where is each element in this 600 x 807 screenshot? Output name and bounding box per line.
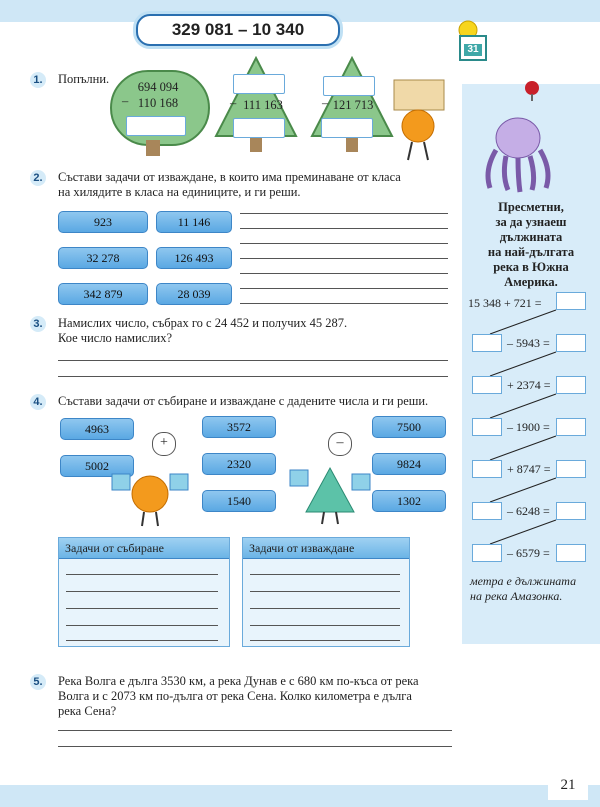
answer-line[interactable] bbox=[240, 258, 448, 259]
page-number: 21 bbox=[548, 770, 588, 800]
task-4-number-pill: 4963 bbox=[60, 418, 134, 440]
page-title: 329 081 – 10 340 bbox=[136, 14, 340, 46]
answer-line[interactable] bbox=[240, 303, 448, 304]
task-4-number-pill: 1302 bbox=[372, 490, 446, 512]
task-1-minuend: 694 094 bbox=[137, 80, 179, 94]
task-3-number: 3. bbox=[30, 316, 46, 332]
lesson-number: 31 bbox=[467, 44, 479, 55]
task-1-answer-4[interactable] bbox=[323, 76, 375, 96]
sidebar-title-line: на най-дългата bbox=[487, 245, 575, 259]
task-1-minus: – bbox=[122, 94, 129, 108]
chain-input-box[interactable] bbox=[472, 544, 502, 562]
sidebar-title-line: Пресметни, bbox=[498, 200, 564, 214]
answer-line[interactable] bbox=[240, 273, 448, 274]
answer-line[interactable] bbox=[66, 640, 218, 641]
chain-answer-box[interactable] bbox=[556, 502, 586, 520]
task-4-number: 4. bbox=[30, 394, 46, 410]
chain-input-box[interactable] bbox=[472, 376, 502, 394]
octopus-character bbox=[476, 110, 560, 194]
chain-step: – 6579 = bbox=[507, 546, 550, 560]
task-1-minus-3: – bbox=[322, 96, 329, 110]
chain-input-box[interactable] bbox=[472, 460, 502, 478]
sidebar-title-line: Америка. bbox=[504, 275, 558, 289]
answer-line[interactable] bbox=[58, 746, 452, 747]
task-1-subtrahend-3: 121 713 bbox=[332, 98, 374, 112]
answer-line[interactable] bbox=[66, 625, 218, 626]
answer-line[interactable] bbox=[58, 360, 448, 361]
bottom-border bbox=[0, 785, 600, 807]
task-1-answer-5[interactable] bbox=[321, 118, 373, 138]
task-1-prompt: Попълни. bbox=[58, 72, 110, 86]
answer-line[interactable] bbox=[250, 608, 400, 609]
answer-line[interactable] bbox=[240, 243, 448, 244]
chain-step: + 8747 = bbox=[507, 462, 551, 476]
answer-line[interactable] bbox=[240, 228, 448, 229]
task-2-number-pill: 923 bbox=[58, 211, 148, 233]
minus-sign: – bbox=[328, 432, 352, 456]
task-2-number-pill: 11 146 bbox=[156, 211, 232, 233]
sidebar-title-line: за да узнаеш bbox=[495, 215, 567, 229]
answer-caption-line-2: на река Амазонка. bbox=[470, 589, 563, 603]
task-2-number: 2. bbox=[30, 170, 46, 186]
task-2-number-pill: 32 278 bbox=[58, 247, 148, 269]
calendar-icon bbox=[456, 20, 490, 62]
sidebar-title bbox=[470, 200, 592, 290]
subtraction-table bbox=[242, 537, 410, 647]
answer-line[interactable] bbox=[66, 591, 218, 592]
answer-line[interactable] bbox=[240, 288, 448, 289]
task-4-number-pill: 3572 bbox=[202, 416, 276, 438]
addition-table bbox=[58, 537, 230, 647]
chain-answer-box[interactable] bbox=[556, 418, 586, 436]
answer-line[interactable] bbox=[58, 730, 452, 731]
task-4-number-pill: 2320 bbox=[202, 453, 276, 475]
task-5-prompt-line-2: Волга и с 2073 км по-дълга от река Сена. Колко километра е дълга bbox=[58, 689, 412, 703]
tree-1-trunk bbox=[146, 140, 160, 156]
task-1-subtrahend-2: 111 163 bbox=[243, 98, 283, 112]
task-4-number-pill: 5002 bbox=[60, 455, 134, 477]
orange-character-with-sign bbox=[390, 76, 450, 166]
task-4-number-pill: 1540 bbox=[202, 490, 276, 512]
triangle-minus-character bbox=[286, 462, 376, 526]
answer-line[interactable] bbox=[250, 574, 400, 575]
task-4-number-pill: 7500 bbox=[372, 416, 446, 438]
chain-input-box[interactable] bbox=[472, 418, 502, 436]
answer-line[interactable] bbox=[250, 640, 400, 641]
task-3-prompt-line-1: Намислих число, събрах го с 24 452 и получих 45 287. bbox=[58, 316, 348, 330]
chain-answer-box[interactable] bbox=[556, 334, 586, 352]
orange-plus-character bbox=[108, 468, 192, 528]
addition-table-header: Задачи от събиране bbox=[59, 538, 229, 559]
task-2-prompt-line-2: на хилядите в класа на единиците, и ги реши. bbox=[58, 185, 301, 199]
chain-answer-box[interactable] bbox=[556, 376, 586, 394]
answer-line[interactable] bbox=[66, 608, 218, 609]
chain-step: – 5943 = bbox=[507, 336, 550, 350]
answer-line[interactable] bbox=[240, 213, 448, 214]
task-3-prompt-line-2: Кое число намислих? bbox=[58, 331, 173, 345]
answer-line[interactable] bbox=[250, 625, 400, 626]
task-1-answer-3[interactable] bbox=[233, 118, 285, 138]
plus-sign: + bbox=[152, 432, 176, 456]
task-1-answer-1[interactable] bbox=[126, 116, 186, 136]
answer-line[interactable] bbox=[250, 591, 400, 592]
task-2-number-pill: 342 879 bbox=[58, 283, 148, 305]
sidebar-title-line: река в Южна bbox=[493, 260, 569, 274]
chain-step: – 6248 = bbox=[507, 504, 550, 518]
task-5-prompt-line-3: река Сена? bbox=[58, 704, 117, 718]
sidebar-title-line: дължината bbox=[499, 230, 563, 244]
task-5-prompt-line-1: Река Волга е дълга 3530 км, а река Дунав е с 680 км по-къса от река bbox=[58, 674, 419, 688]
task-2-number-pill: 28 039 bbox=[156, 283, 232, 305]
subtraction-table-header: Задачи от изваждане bbox=[243, 538, 409, 559]
task-2-prompt-line-1: Състави задачи от изваждане, в които има преминаване от класа bbox=[58, 170, 401, 184]
task-4-prompt: Състави задачи от събиране и изваждане с дадените числа и ги реши. bbox=[58, 394, 429, 408]
answer-line[interactable] bbox=[58, 376, 448, 377]
task-2-number-pill: 126 493 bbox=[156, 247, 232, 269]
task-1-answer-2[interactable] bbox=[233, 74, 285, 94]
task-5-number: 5. bbox=[30, 674, 46, 690]
chain-answer-box[interactable] bbox=[556, 460, 586, 478]
chain-input-box[interactable] bbox=[472, 334, 502, 352]
chain-step: – 1900 = bbox=[507, 420, 550, 434]
chain-input-box[interactable] bbox=[472, 502, 502, 520]
chain-step: + 2374 = bbox=[507, 378, 551, 392]
task-4-number-pill: 9824 bbox=[372, 453, 446, 475]
chain-start: 15 348 + 721 = bbox=[468, 296, 542, 310]
answer-caption-line-1: метра е дължината bbox=[470, 574, 577, 588]
task-1-minus-2: – bbox=[230, 96, 237, 110]
task-1-number: 1. bbox=[30, 72, 46, 88]
pushpin-icon bbox=[520, 78, 544, 102]
chain-answer-box[interactable] bbox=[556, 544, 586, 562]
task-1-subtrahend: 110 168 bbox=[137, 96, 179, 110]
answer-line[interactable] bbox=[66, 574, 218, 575]
